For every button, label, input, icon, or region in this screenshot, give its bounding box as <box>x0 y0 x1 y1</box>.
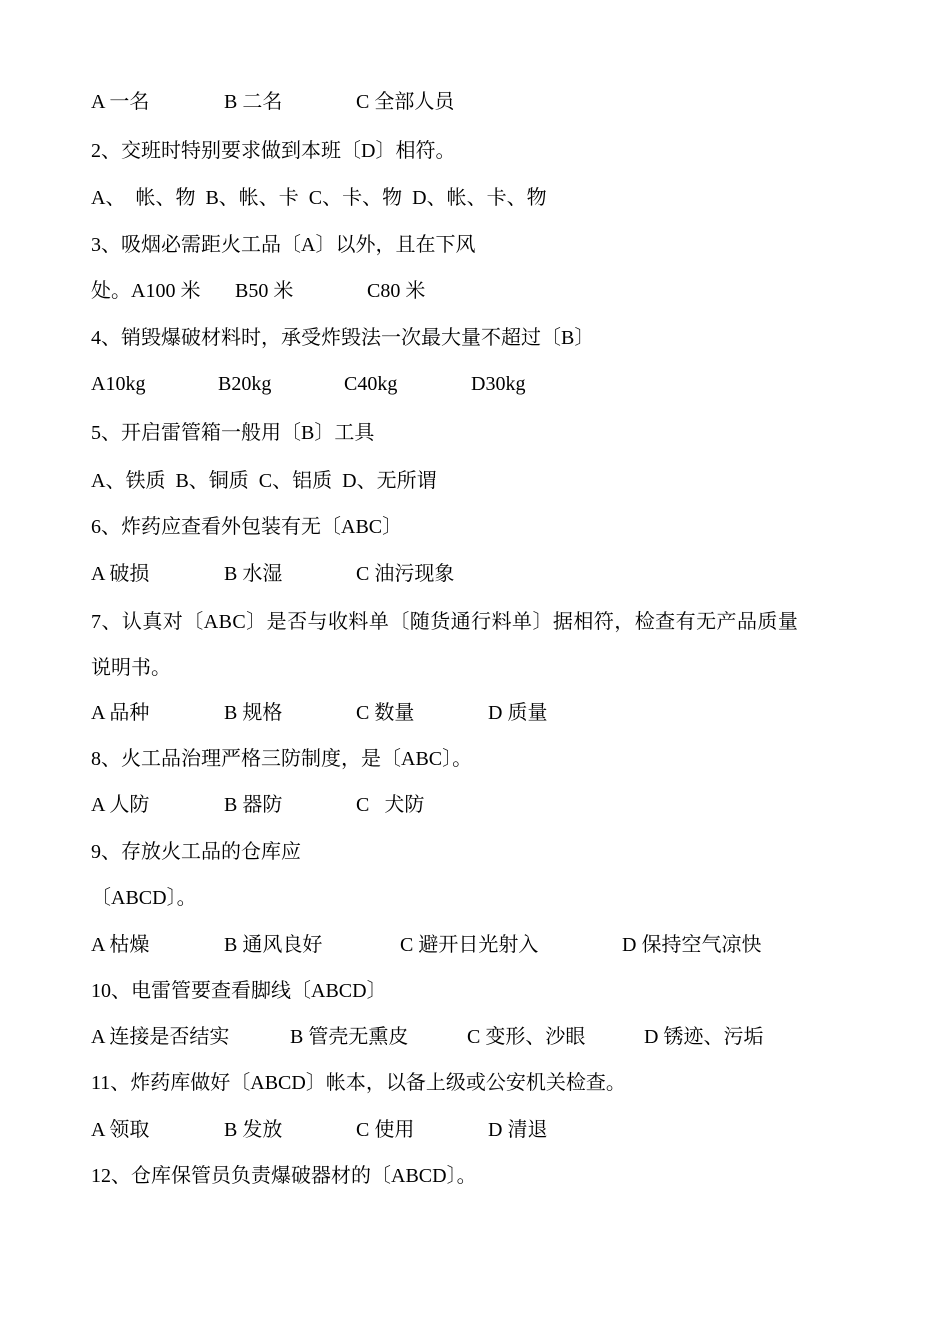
option-a: A 人防 <box>91 794 150 816</box>
option-a: 处。A100 米 <box>91 280 201 302</box>
option-a: A 一名 <box>91 91 150 113</box>
option-a: A 品种 <box>91 702 150 724</box>
option-c: C 避开日光射入 <box>400 934 539 956</box>
question-5: 5、开启雷管箱一般用〔B〕工具 <box>91 422 375 444</box>
options-line-q5: A、铁质 B、铜质 C、铝质 D、无所谓 <box>91 470 437 492</box>
option-a: A10kg <box>91 373 146 395</box>
question-9-cont: 〔ABCD〕。 <box>91 887 197 909</box>
option-d: D 清退 <box>488 1119 548 1141</box>
option-b: B 二名 <box>224 91 283 113</box>
option-d: D30kg <box>471 373 526 395</box>
option-d: D 保持空气凉快 <box>622 934 762 956</box>
option-b: B20kg <box>218 373 272 395</box>
question-3: 3、吸烟必需距火工品〔A〕以外，且在下风 <box>91 234 476 256</box>
option-c: C80 米 <box>367 280 426 302</box>
option-b: B50 米 <box>235 280 294 302</box>
question-2: 2、交班时特别要求做到本班〔D〕相符。 <box>91 140 456 162</box>
option-b: B 发放 <box>224 1119 283 1141</box>
question-6: 6、炸药应查看外包装有无〔ABC〕 <box>91 516 403 538</box>
option-c: C 犬防 <box>356 794 425 816</box>
option-a: A 领取 <box>91 1119 150 1141</box>
option-b: B 通风良好 <box>224 934 323 956</box>
option-c: C 数量 <box>356 702 415 724</box>
option-c: C 全部人员 <box>356 91 455 113</box>
option-c: C 使用 <box>356 1119 415 1141</box>
question-11: 11、炸药库做好〔ABCD〕帐本，以备上级或公安机关检查。 <box>91 1072 626 1094</box>
option-b: B 规格 <box>224 702 283 724</box>
option-c: C40kg <box>344 373 398 395</box>
option-c: C 油污现象 <box>356 563 455 585</box>
question-12: 12、仓库保管员负责爆破器材的〔ABCD〕。 <box>91 1165 477 1187</box>
options-line-q2: A、 帐、物 B、帐、卡 C、卡、物 D、帐、卡、物 <box>91 187 547 209</box>
option-b: B 管壳无熏皮 <box>290 1026 409 1048</box>
question-9: 9、存放火工品的仓库应 <box>91 841 301 863</box>
question-7: 7、认真对〔ABC〕是否与收料单〔随货通行料单〕据相符，检查有无产品质量 <box>91 611 799 633</box>
option-d: D 锈迹、污垢 <box>644 1026 764 1048</box>
question-8: 8、火工品治理严格三防制度，是〔ABC〕。 <box>91 748 473 770</box>
question-4: 4、销毁爆破材料时，承受炸毁法一次最大量不超过〔B〕 <box>91 327 595 349</box>
option-a: A 连接是否结实 <box>91 1026 230 1048</box>
option-a: A 枯燥 <box>91 934 150 956</box>
question-7-cont: 说明书。 <box>91 657 171 679</box>
option-c: C 变形、沙眼 <box>467 1026 586 1048</box>
option-d: D 质量 <box>488 702 548 724</box>
option-b: B 器防 <box>224 794 283 816</box>
option-a: A 破损 <box>91 563 150 585</box>
question-10: 10、电雷管要查看脚线〔ABCD〕 <box>91 980 387 1002</box>
option-b: B 水湿 <box>224 563 283 585</box>
